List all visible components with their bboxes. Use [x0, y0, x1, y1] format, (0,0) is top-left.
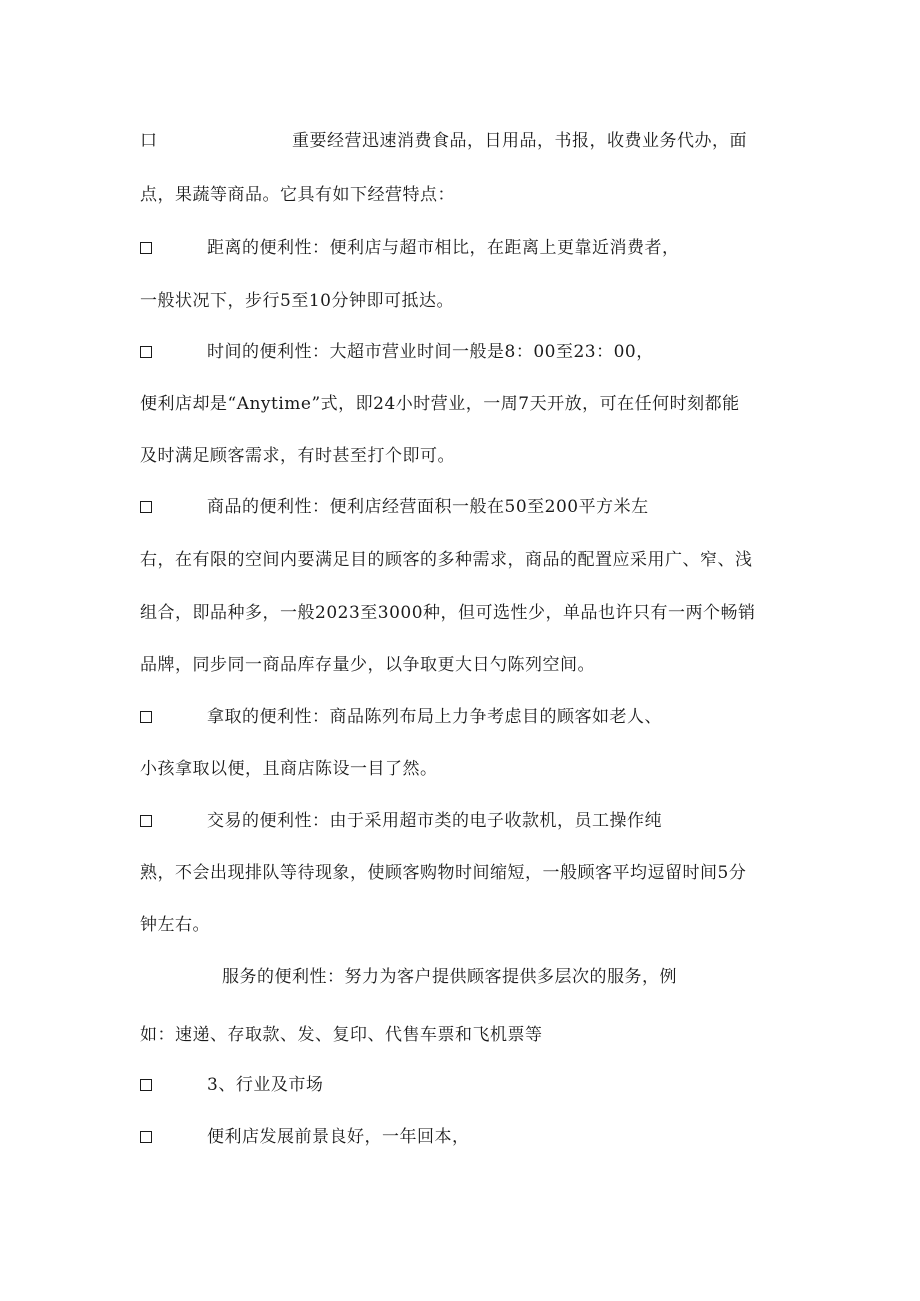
pickup-body: 小孩拿取以便，且商店陈设一目了然。 [140, 759, 438, 779]
checkbox-icon [140, 340, 152, 364]
checkbox-icon [140, 1125, 152, 1149]
checkbox-icon [140, 809, 152, 833]
checkbox-icon [140, 1073, 152, 1097]
industry-heading: 3、行业及市场 [207, 1075, 324, 1095]
intro-line-1: 重要经营迅速消费食品，日用品，书报，收费业务代办，面 [292, 131, 747, 151]
time-body-1: 便利店却是“Anytime”式，即24小时营业，一周7天开放，可在任何时刻都能 [140, 394, 740, 414]
transaction-body-1: 熟，不会出现排队等待现象，使顾客购物时间缩短，一般顾客平均逗留时间5分 [140, 863, 747, 883]
product-body-3: 品牌，同步同一商品库存量少，以争取更大日勺陈列空间。 [140, 655, 595, 675]
transaction-body-2: 钟左右。 [140, 915, 210, 935]
transaction-heading: 交易的便利性：由于采用超市类的电子收款机，员工操作纯 [207, 811, 662, 831]
checkbox-icon [140, 236, 152, 260]
time-heading: 时间的便利性：大超市营业时间一般是8：00至23：00， [207, 342, 654, 362]
product-body-2: 组合，即品种多，一般2023至3000种，但可选性少，单品也许只有一两个畅销 [140, 603, 756, 623]
intro-line-2: 点，果蔬等商品。它具有如下经营特点： [140, 185, 455, 205]
product-heading: 商品的便利性：便利店经营面积一般在50至200平方米左 [207, 497, 649, 517]
service-body: 如：速递、存取款、发、复印、代售车票和飞机票等 [140, 1025, 543, 1045]
product-body-1: 右，在有限的空间内要满足目的顾客的多种需求，商品的配置应采用广、窄、浅 [140, 550, 753, 570]
time-body-2: 及时满足顾客需求，有时甚至打个即可。 [140, 446, 455, 466]
distance-heading: 距离的便利性：便利店与超市相比，在距离上更靠近消费者， [207, 238, 680, 258]
checkbox-icon [140, 705, 152, 729]
pickup-heading: 拿取的便利性：商品陈列布局上力争考虑目的顾客如老人、 [207, 707, 662, 727]
service-heading: 服务的便利性：努力为客户提供顾客提供多层次的服务，例 [222, 967, 677, 987]
distance-body: 一般状况下，步行5至10分钟即可抵达。 [140, 291, 454, 311]
outlook-line: 便利店发展前景良好，一年回本， [207, 1127, 470, 1147]
intro-marker: 口 [140, 131, 158, 151]
checkbox-icon [140, 495, 152, 519]
